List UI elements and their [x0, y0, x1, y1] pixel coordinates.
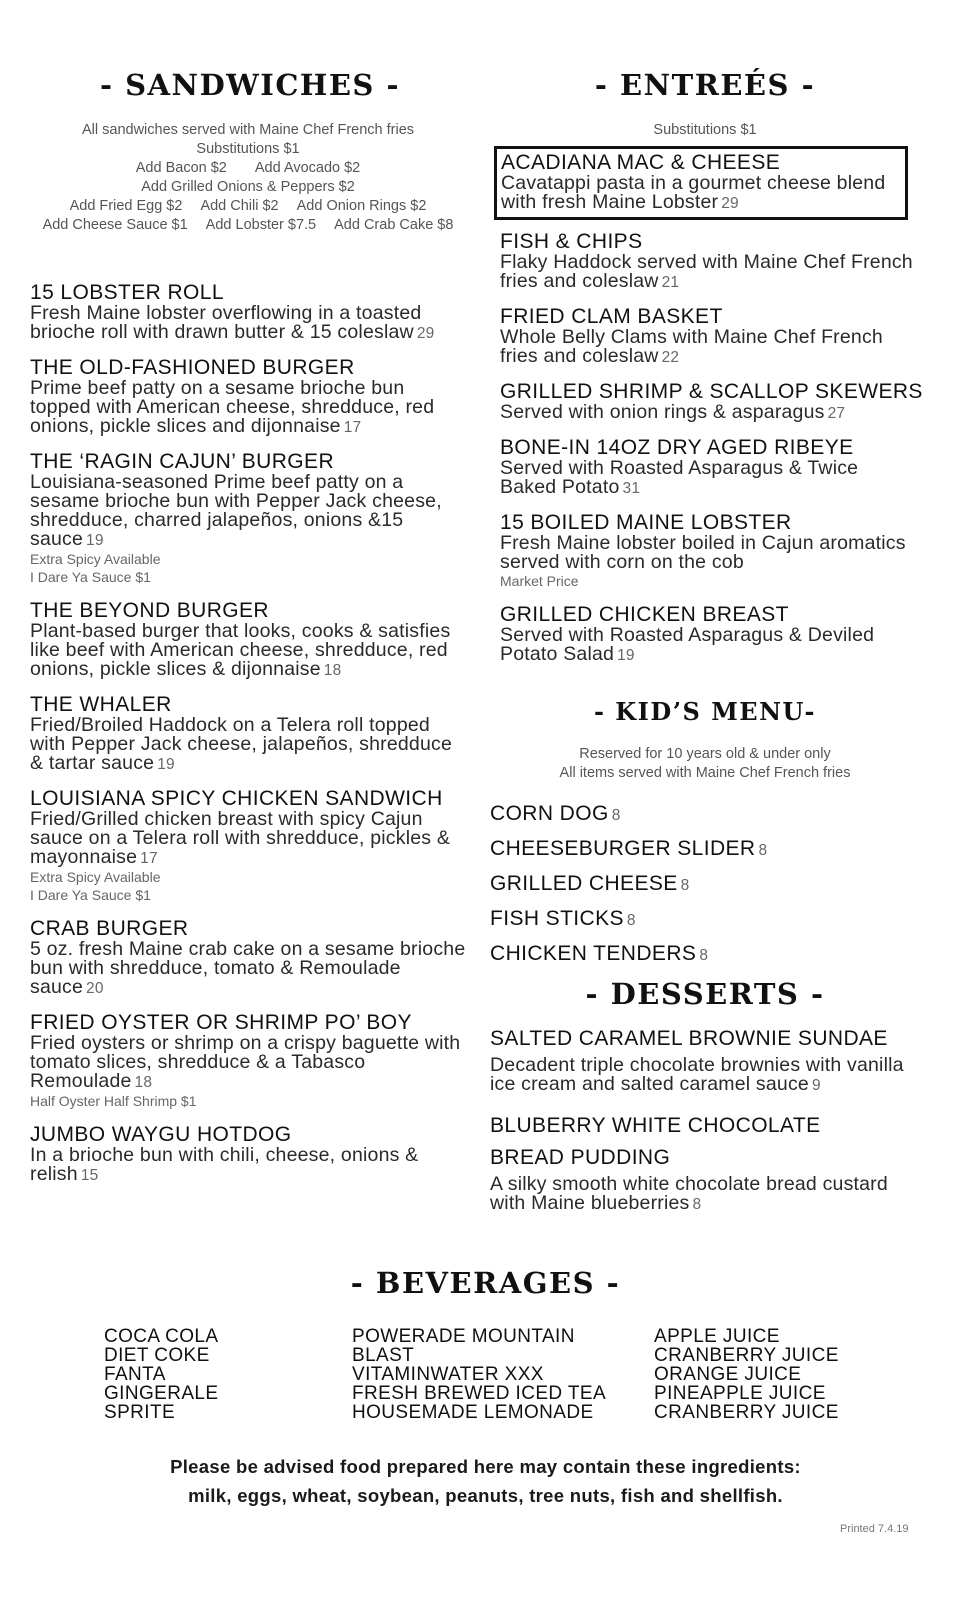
item-description: Fried/Broiled Haddock on a Telera roll topped with Pepper Jack cheese, jalapeños, shredduce & tartar sauce 19	[30, 714, 453, 774]
desserts-title: - DESSERTS -	[585, 977, 825, 1011]
item-description: Served with Roasted Asparagus & Twice Baked Potato 31	[500, 457, 859, 498]
item-price: 18	[323, 662, 342, 679]
item-description: Fried oysters or shrimp on a crispy baguette with tomato slices, shredduce & a Tabasco Remoulade 18	[30, 1032, 461, 1092]
menu-item	[500, 380, 923, 423]
menu-item	[30, 1124, 470, 1185]
item-price: 27	[827, 405, 846, 422]
menu-item	[490, 1115, 910, 1214]
item-note: Extra Spicy Available	[30, 869, 161, 885]
menu-item	[500, 306, 920, 367]
item-price: 21	[661, 274, 680, 291]
item-name: THE OLD-FASHIONED BURGER	[30, 356, 355, 379]
kids-note-line1: Reserved for 10 years old & under only	[579, 746, 831, 762]
featured-item-box	[494, 146, 908, 220]
kids-item: CHEESEBURGER SLIDER 8	[490, 837, 768, 860]
kids-item: CHICKEN TENDERS 8	[490, 942, 709, 965]
beverage-item: POWERADE MOUNTAIN	[352, 1326, 575, 1347]
addon-item: Add Bacon $2	[135, 160, 227, 176]
item-price: 9	[811, 1077, 821, 1094]
menu-item	[30, 918, 470, 998]
item-price: 29	[721, 195, 739, 212]
item-price: 17	[140, 850, 158, 867]
allergen-notice	[0, 1452, 971, 1510]
beverage-item: DIET COKE	[104, 1345, 210, 1366]
item-price: 19	[157, 756, 175, 773]
item-name: GRILLED SHRIMP & SCALLOP SKEWERS	[500, 380, 923, 403]
menu-item	[30, 600, 470, 680]
addon-item: Add Fried Egg $2	[69, 198, 183, 214]
item-description: A silky smooth white chocolate bread custard with Maine blueberries 8	[490, 1173, 888, 1214]
beverage-item: FRESH BREWED ICED TEA	[352, 1383, 607, 1404]
beverages-column	[654, 1327, 839, 1422]
addon-row	[18, 159, 478, 178]
sandwiches-note-line1: All sandwiches served with Maine Chef French fries	[81, 122, 415, 138]
kids-notes	[500, 745, 910, 783]
item-note: Half Oyster Half Shrimp $1	[30, 1093, 197, 1109]
item-description: In a brioche bun with chili, cheese, onions & relish 15	[30, 1144, 419, 1185]
addon-item: Add Crab Cake $8	[334, 217, 454, 233]
kids-item: GRILLED CHEESE 8	[490, 872, 690, 895]
item-price: 19	[86, 532, 104, 549]
item-name: THE BEYOND BURGER	[30, 599, 269, 622]
addon-item: Add Lobster $7.5	[205, 217, 317, 233]
beverage-item: VITAMINWATER XXX	[352, 1364, 544, 1385]
item-name: THE WHALER	[30, 693, 172, 716]
kids-note-line2: All items served with Maine Chef French fries	[559, 765, 851, 781]
item-description: Louisiana-seasoned Prime beef patty on a sesame brioche bun with Pepper Jack cheese, shredduce, charred jalapeños, onions &15 sauce 19	[30, 471, 442, 550]
item-name: LOUISIANA SPICY CHICKEN SANDWICH	[30, 787, 443, 810]
item-description: Prime beef patty on a sesame brioche bun topped with American cheese, shredduce, red onions, pickle slices and dijonnaise 17	[30, 377, 435, 437]
item-description: Fresh Maine lobster overflowing in a toasted brioche roll with drawn butter & 15 coleslaw 29	[30, 302, 435, 343]
kids-item: FISH STICKS 8	[490, 907, 636, 930]
menu-item	[500, 604, 920, 665]
item-price: 8	[699, 947, 709, 964]
item-price: 8	[626, 912, 636, 929]
item-name: FRIED CLAM BASKET	[500, 305, 723, 328]
allergen-line2: milk, eggs, wheat, soybean, peanuts, tree nuts, fish and shellfish.	[188, 1485, 783, 1506]
beverage-item: HOUSEMADE LEMONADE	[352, 1402, 594, 1423]
item-description: Fresh Maine lobster boiled in Cajun aromatics served with corn on the cob	[500, 532, 906, 573]
item-price: 20	[86, 980, 104, 997]
printed-date: Printed 7.4.19	[840, 1523, 909, 1535]
beverages-column	[352, 1327, 606, 1422]
item-price: 8	[680, 877, 690, 894]
item-description: Served with onion rings & asparagus 27	[500, 401, 846, 423]
item-description: Plant-based burger that looks, cooks & satisfies like beef with American cheese, shredduce, red onions, pickle slices & dijonnaise 18	[30, 620, 451, 680]
beverages-title: - BEVERAGES -	[350, 1266, 621, 1300]
menu-item	[500, 512, 920, 590]
item-name: BONE-IN 14OZ DRY AGED RIBEYE	[500, 436, 854, 459]
item-description: Flaky Haddock served with Maine Chef French fries and coleslaw 21	[500, 251, 913, 292]
item-name: FRIED OYSTER OR SHRIMP PO’ BOY	[30, 1011, 412, 1034]
item-note: Market Price	[500, 573, 579, 589]
item-description: 5 oz. fresh Maine crab cake on a sesame brioche bun with shredduce, tomato & Remoulade sauce 20	[30, 938, 466, 998]
addon-item: Add Grilled Onions & Peppers $2	[141, 179, 355, 195]
item-price: 19	[617, 647, 635, 664]
beverage-item: APPLE JUICE	[654, 1326, 780, 1347]
kids-menu-title: - KID’S MENU-	[593, 697, 817, 726]
kids-item: CORN DOG 8	[490, 802, 621, 825]
item-name: THE ‘RAGIN CAJUN’ BURGER	[30, 450, 335, 473]
item-name: CRAB BURGER	[30, 917, 189, 940]
menu-item	[30, 282, 470, 343]
beverage-item: ORANGE JUICE	[654, 1364, 802, 1385]
beverage-item: FANTA	[104, 1364, 166, 1385]
menu-item	[500, 231, 920, 292]
item-name: SALTED CARAMEL BROWNIE SUNDAE	[490, 1027, 888, 1050]
menu-item	[490, 1028, 910, 1095]
addon-item: Add Cheese Sauce $1	[42, 217, 188, 233]
allergen-line1: Please be advised food prepared here may contain these ingredients:	[170, 1456, 801, 1477]
beverages-column	[104, 1327, 218, 1422]
entrees-note: Substitutions $1	[653, 122, 757, 138]
item-description: Whole Belly Clams with Maine Chef French fries and coleslaw 22	[500, 326, 883, 367]
item-name: FISH & CHIPS	[500, 230, 643, 253]
item-name: BLUBERRY WHITE CHOCOLATE	[490, 1114, 821, 1137]
item-price: 31	[622, 480, 641, 497]
beverage-item: CRANBERRY JUICE	[654, 1402, 839, 1423]
menu-item	[30, 694, 470, 774]
desserts-list	[490, 1028, 910, 1214]
menu-item	[30, 451, 470, 586]
item-name: JUMBO WAYGU HOTDOG	[30, 1123, 292, 1146]
beverage-item: SPRITE	[104, 1402, 176, 1423]
item-price: 29	[416, 325, 435, 342]
item-price: 17	[343, 419, 362, 436]
item-price: 18	[134, 1074, 153, 1091]
addon-item: Add Avocado $2	[254, 160, 361, 176]
addon-row	[18, 216, 478, 235]
item-description: Served with Roasted Asparagus & Deviled Potato Salad 19	[500, 624, 875, 665]
addon-item: Add Chili $2	[200, 198, 279, 214]
menu-item	[30, 788, 470, 904]
item-note: I Dare Ya Sauce $1	[30, 887, 151, 903]
item-note: Extra Spicy Available	[30, 551, 161, 567]
addon-row	[18, 197, 478, 216]
menu-item	[30, 1012, 470, 1110]
item-name: ACADIANA MAC & CHEESE	[501, 151, 781, 174]
beverage-item: PINEAPPLE JUICE	[654, 1383, 826, 1404]
beverage-item: CRANBERRY JUICE	[654, 1345, 839, 1366]
beverage-item: GINGERALE	[104, 1383, 219, 1404]
sandwiches-notes	[18, 121, 478, 235]
item-name: 15 BOILED MAINE LOBSTER	[500, 511, 792, 534]
item-description: Decadent triple chocolate brownies with vanilla ice cream and salted caramel sauce 9	[490, 1054, 904, 1095]
item-name: GRILLED CHICKEN BREAST	[500, 603, 789, 626]
menu-item	[30, 357, 470, 437]
item-name: 15 LOBSTER ROLL	[30, 281, 224, 304]
sandwiches-title: - SANDWICHES -	[99, 68, 401, 102]
sandwiches-note-line2: Substitutions $1	[196, 141, 300, 157]
beverage-item: BLAST	[352, 1345, 415, 1366]
beverage-item: COCA COLA	[104, 1326, 219, 1347]
entrees-list	[500, 146, 923, 665]
sandwiches-list	[30, 268, 470, 1185]
item-price: 8	[758, 842, 768, 859]
item-name: BREAD PUDDING	[490, 1146, 671, 1169]
menu-item	[500, 437, 920, 498]
item-description: Fried/Grilled chicken breast with spicy Cajun sauce on a Telera roll with shredduce, pickles & mayonnaise 17	[30, 808, 451, 868]
item-price: 15	[80, 1167, 99, 1184]
item-price: 8	[692, 1196, 702, 1213]
item-price: 22	[661, 349, 680, 366]
kids-list	[490, 797, 910, 972]
item-price: 8	[611, 807, 621, 824]
entrees-title: - ENTREÉS -	[594, 68, 816, 102]
addon-item: Add Onion Rings $2	[296, 198, 427, 214]
item-note: I Dare Ya Sauce $1	[30, 569, 151, 585]
item-description: Cavatappi pasta in a gourmet cheese blend with fresh Maine Lobster 29	[501, 172, 886, 213]
